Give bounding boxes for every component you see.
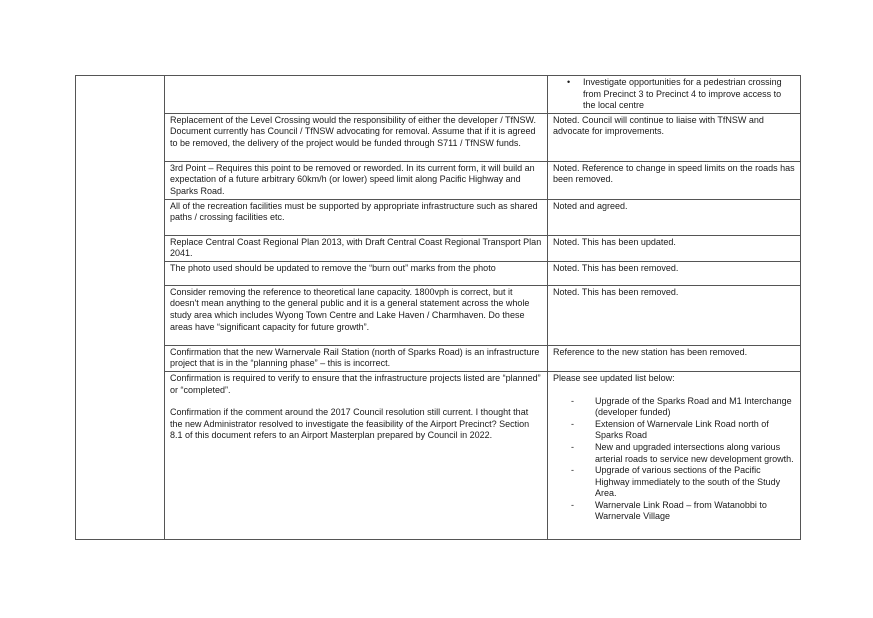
table-row (76, 161, 801, 199)
comment-cell: 3rd Point – Requires this point to be removed or reworded. In its current form, it will build an expectation of a future arbitrary 60km/h (or lower) speed limit along Pacific Highway and Sparks Road. (165, 161, 548, 199)
comment-paragraph: Confirmation is required to verify to ensure that the infrastructure projects listed are “planned” or “completed”. (170, 372, 541, 395)
table-row (76, 76, 801, 114)
comment-cell: Replace Central Coast Regional Plan 2013, with Draft Central Coast Regional Transport Plan 2041. (165, 235, 548, 261)
list-item: • Investigate opportunities for a pedestrian crossing from Precinct 3 to Precinct 4 to improve access to the local centre (583, 77, 795, 112)
table-row (76, 345, 801, 371)
response-cell: Noted and agreed. (548, 199, 801, 235)
response-cell (548, 371, 801, 539)
response-cell (548, 76, 801, 114)
list-item: - Extension of Warnervale Link Road north of Sparks Road (595, 419, 795, 442)
comment-cell: Confirmation that the new Warnervale Rail Station (north of Sparks Road) is an infrastructure project that is in the “planning phase” – this is incorrect. (165, 345, 548, 371)
table-row (76, 235, 801, 261)
list-item: - Upgrade of the Sparks Road and M1 Interchange (developer funded) (595, 396, 795, 419)
comment-cell: All of the recreation facilities must be supported by appropriate infrastructure such as shared paths / crossing facilities etc. (165, 199, 548, 235)
table-row (76, 113, 801, 161)
feedback-table (75, 75, 801, 540)
response-cell: Reference to the new station has been removed. (548, 345, 801, 371)
table-row (76, 371, 801, 539)
comment-cell: The photo used should be updated to remove the “burn out” marks from the photo (165, 261, 548, 285)
blank-column (76, 76, 165, 540)
comment-cell: Replacement of the Level Crossing would the responsibility of either the developer / TfNSW. Document currently has Council / TfNSW advocating for removal. Assume that if it is agreed to be removed, the delivery of the project would be funded through S711 / TfNSW funds. (165, 113, 548, 161)
response-cell: Noted. Council will continue to liaise with TfNSW and advocate for improvements. (548, 113, 801, 161)
table-row (76, 261, 801, 285)
response-intro: Please see updated list below: (553, 372, 675, 383)
list-item: - New and upgraded intersections along various arterial roads to service new development growth. (595, 442, 795, 465)
response-cell: Noted. This has been updated. (548, 235, 801, 261)
list-item: - Warnervale Link Road – from Watanobbi to Warnervale Village (595, 500, 795, 523)
response-cell: Noted. Reference to change in speed limits on the roads has been removed. (548, 161, 801, 199)
list-item: - Upgrade of various sections of the Pacific Highway immediately to the south of the Study Area. (595, 465, 795, 500)
comment-cell (165, 76, 548, 114)
response-cell: Noted. This has been removed. (548, 261, 801, 285)
comment-paragraph: Confirmation if the comment around the 2017 Council resolution still current. I thought that the new Administrator resolved to investigate the feasibility of the Airport Precinct? Section 8.1 of this document refers to an Airport Masterplan prepared by Council in 2022. (170, 407, 530, 441)
response-cell: Noted. This has been removed. (548, 285, 801, 345)
comment-cell (165, 371, 548, 539)
comment-cell: Consider removing the reference to theoretical lane capacity. 1800vph is correct, but it doesn't mean anything to the general public and it is a general statement across the whole study area which includes Wyong Town Centre and Lake Haven / Charmhaven. Do these areas have “significant capacity for future growth”. (165, 285, 548, 345)
table-row (76, 285, 801, 345)
table-row (76, 199, 801, 235)
